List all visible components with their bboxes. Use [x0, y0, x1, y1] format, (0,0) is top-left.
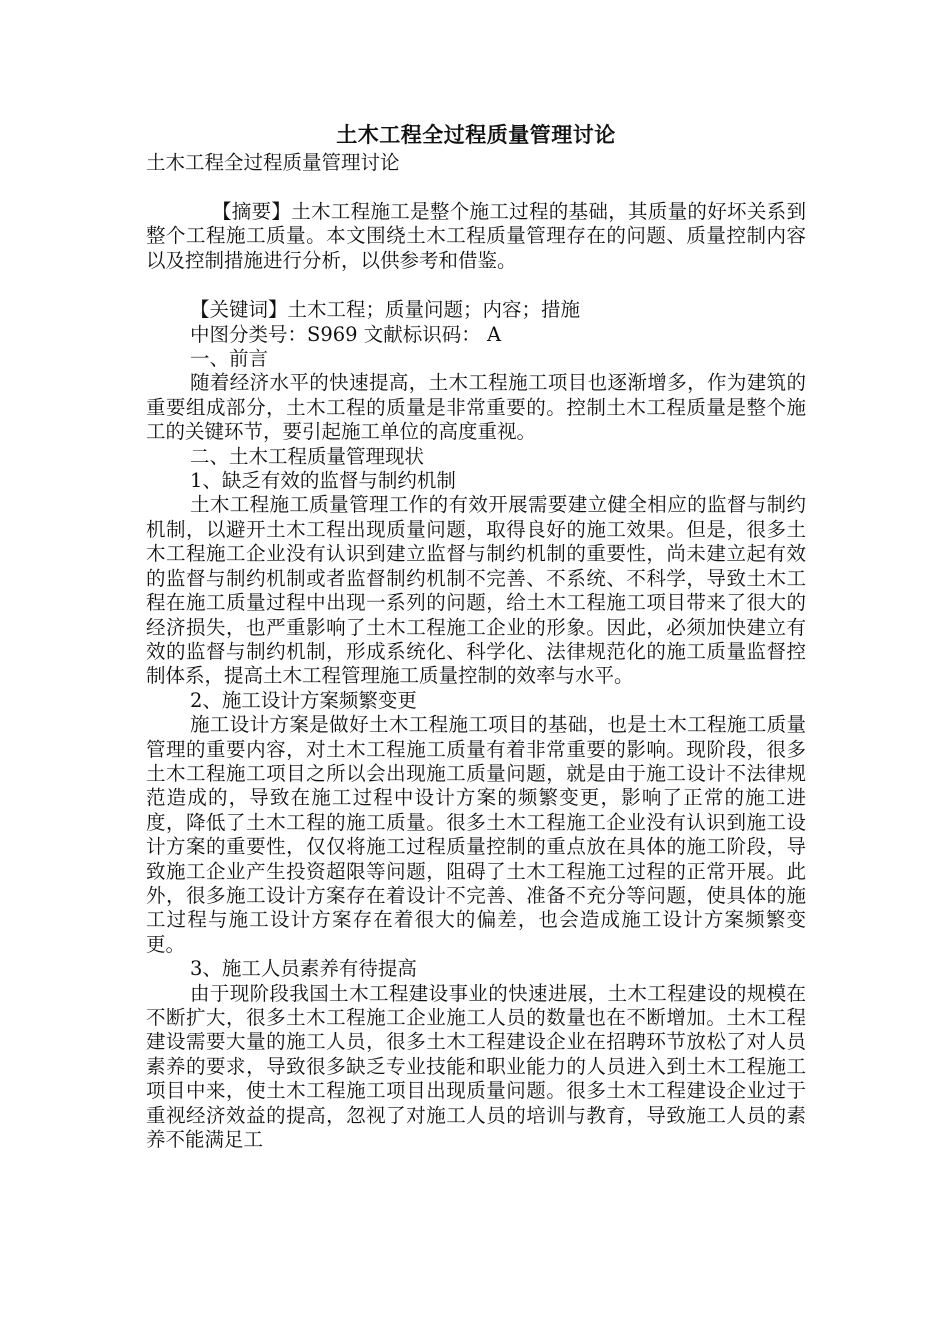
subsection-heading-1: 1、缺乏有效的监督与制约机制 — [190, 469, 456, 493]
section-heading-status: 二、土木工程质量管理现状 — [190, 444, 425, 468]
document-subtitle: 土木工程全过程质量管理讨论 — [146, 151, 400, 174]
subsection-heading-3: 3、施工人员素养有待提高 — [190, 957, 417, 981]
section-heading-intro: 一、前言 — [190, 347, 269, 371]
classification-line: 中图分类号：S969 文献标识码： A — [190, 322, 502, 346]
section-paragraph-intro: 随着经济水平的快速提高，土木工程施工项目也逐渐增多，作为建筑的重要组成部分，土木工程的质量是非常重要的。控制土木工程质量是整个施工的关键环节，要引起施工单位的高度重视。 — [146, 371, 806, 444]
subsection-paragraph-3: 由于现阶段我国土木工程建设事业的快速进展，土木工程建设的规模在不断扩大，很多土木工程施工企业施工人员的数量也在不断增加。土木工程建设需要大量的施工人员，很多土木工程建设企业在招聘环节放松了对人员素养的要求，导致很多缺乏专业技能和职业能力的人员进入到土木工程施工项目中来，使土木工程施工项目出现质量问题。很多土木工程建设企业过于重视经济效益的提高，忽视了对施工人员的培训与教育，导致施工人员的素养不能满足工 — [146, 981, 806, 1152]
subsection-heading-2: 2、施工设计方案频繁变更 — [190, 688, 417, 712]
document-body — [146, 120, 806, 1152]
keywords-line: 【关键词】土木工程；质量问题；内容；措施 — [190, 298, 581, 322]
subsection-paragraph-1: 土木工程施工质量管理工作的有效开展需要建立健全相应的监督与制约机制，以避开土木工程出现质量问题，取得良好的施工效果。但是，很多土木工程施工企业没有认识到建立监督与制约机制的重要性，尚未建立起有效的监督与制约机制或者监督制约机制不完善、不系统、不科学，导致土木工程在施工质量过程中出现一系列的问题，给土木工程施工项目带来了很大的经济损失，也严重影响了土木工程施工企业的形象。因此，必须加快建立有效的监督与制约机制，形成系统化、科学化、法律规范化的施工质量监督控制体系，提高土木工程管理施工质量控制的效率与水平。 — [146, 493, 806, 688]
subsection-paragraph-2: 施工设计方案是做好土木工程施工项目的基础，也是土木工程施工质量管理的重要内容，对土木工程施工质量有着非常重要的影响。现阶段，很多土木工程施工项目之所以会出现施工质量问题，就是由于施工设计不法律规范造成的，导致在施工过程中设计方案的频繁变更，影响了正常的施工进度，降低了土木工程的施工质量。很多土木工程施工企业没有认识到施工设计方案的重要性，仅仅将施工过程质量控制的重点放在具体的施工阶段，导致施工企业产生投资超限等问题，阻碍了土木工程施工过程的正常开展。此外，很多施工设计方案存在着设计不完善、准备不充分等问题，使具体的施工过程与施工设计方案存在着很大的偏差，也会造成施工设计方案频繁变更。 — [146, 713, 806, 956]
abstract-paragraph: 【摘要】土木工程施工是整个施工过程的基础，其质量的好坏关系到整个工程施工质量。本文围绕土木工程质量管理存在的问题、质量控制内容以及控制措施进行分析，以供参考和借鉴。 — [146, 200, 806, 272]
document-title: 土木工程全过程质量管理讨论 — [336, 122, 616, 147]
